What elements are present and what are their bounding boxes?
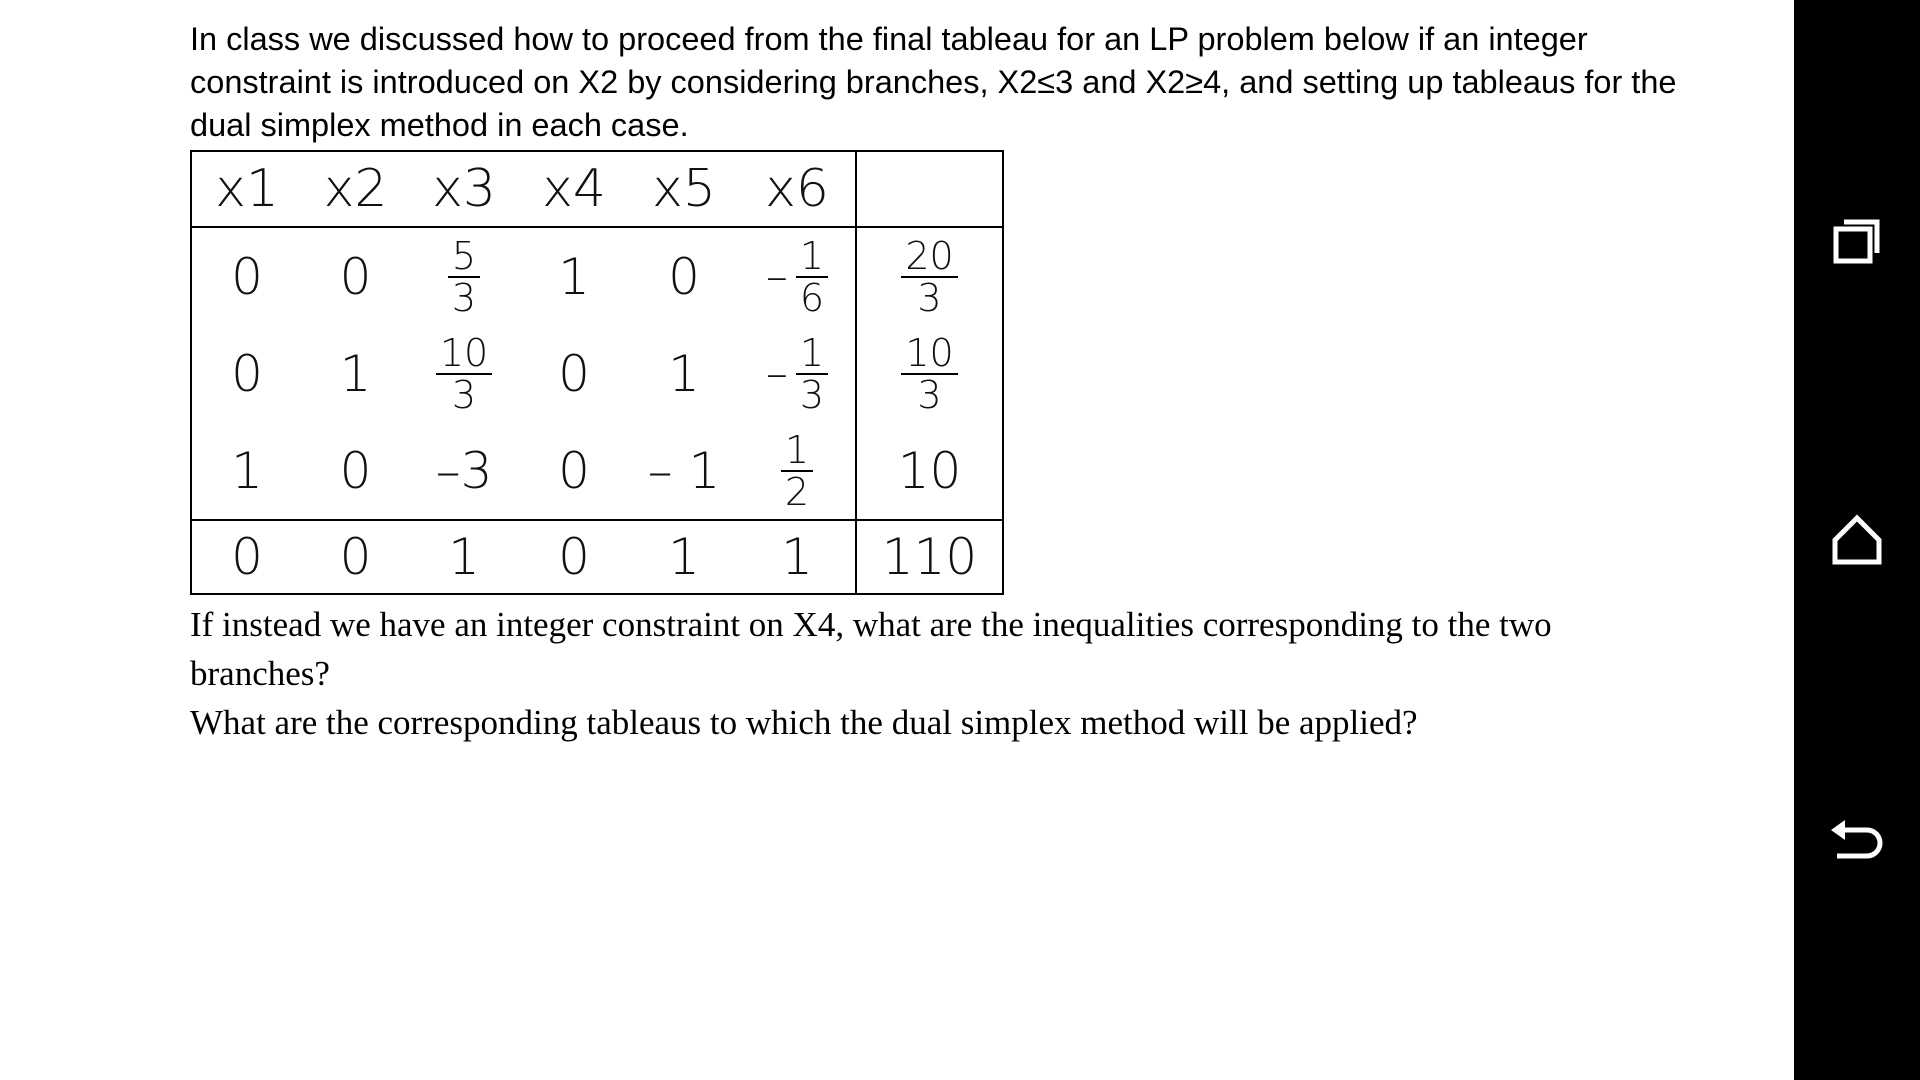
tableau-row [191, 325, 1003, 422]
tableau-header-row [191, 151, 1003, 227]
objective-cell: 1 [739, 520, 856, 594]
simplex-tableau [190, 150, 1004, 595]
minus-sign: – [765, 347, 788, 399]
fraction [436, 330, 492, 417]
coefficient-cell: 0 [558, 344, 590, 403]
fraction-numerator: 5 [448, 236, 480, 278]
fraction [796, 233, 828, 320]
home-icon [1827, 510, 1887, 570]
back-icon [1827, 810, 1887, 870]
fraction [901, 233, 957, 320]
fraction-numerator: 10 [436, 333, 492, 375]
rhs-cell: 10 [856, 422, 1003, 520]
header-cell: x5 [629, 151, 739, 227]
header-cell: x2 [302, 151, 409, 227]
coefficient-cell: 0 [231, 247, 263, 306]
coefficient-cell: – 1 [629, 422, 739, 520]
coefficient-cell: 0 [668, 247, 700, 306]
objective-value-cell: 110 [881, 528, 978, 586]
fraction-numerator: 20 [901, 236, 957, 278]
home-button[interactable] [1827, 510, 1887, 570]
header-cell: x4 [519, 151, 629, 227]
header-cell: x6 [739, 151, 856, 227]
back-button[interactable] [1827, 810, 1887, 870]
coefficient-cell: 0 [339, 247, 372, 306]
fraction [781, 427, 813, 514]
tableau-objective-row [191, 520, 1003, 594]
tableau-row [191, 227, 1003, 325]
header-cell-rhs [856, 151, 1003, 227]
fraction-denominator: 6 [799, 275, 825, 320]
question-paragraph [190, 600, 1710, 747]
intro-line: In class we discussed how to proceed from the final tableau for an LP problem below if an integer [190, 21, 1588, 57]
fraction-numerator: 1 [781, 430, 813, 472]
fraction [796, 330, 828, 417]
question-line: If instead we have an integer constraint on X4, what are the inequalities corresponding to the two [190, 605, 1552, 644]
recent-apps-icon [1827, 210, 1887, 270]
recent-apps-button[interactable] [1827, 210, 1887, 270]
objective-cell: 1 [448, 528, 480, 586]
android-navigation-bar [1794, 0, 1920, 1080]
minus-sign: – [765, 250, 788, 302]
objective-cell: 0 [339, 528, 372, 586]
coefficient-cell [739, 422, 856, 520]
fraction [448, 233, 480, 320]
coefficient-cell: 0 [231, 344, 263, 403]
question-line: branches? [190, 654, 330, 693]
objective-cell: 0 [558, 528, 590, 586]
fraction-numerator: 1 [796, 236, 828, 278]
fraction-numerator: 1 [796, 333, 828, 375]
header-cell: x3 [409, 151, 519, 227]
coefficient-cell [739, 325, 856, 422]
intro-line: dual simplex method in each case. [190, 107, 689, 143]
fraction [901, 330, 957, 417]
objective-cell: 1 [668, 528, 700, 586]
fraction-numerator: 10 [901, 333, 957, 375]
coefficient-cell [409, 325, 519, 422]
rhs-cell [856, 227, 1003, 325]
coefficient-cell [739, 227, 856, 325]
fraction-denominator: 3 [917, 275, 942, 320]
coefficient-cell: 1 [191, 422, 302, 520]
objective-cell: 0 [231, 528, 263, 586]
coefficient-cell: 0 [519, 422, 629, 520]
fraction-denominator: 3 [451, 275, 477, 320]
tableau-row [191, 422, 1003, 520]
coefficient-cell: 0 [302, 422, 409, 520]
coefficient-cell: 1 [668, 344, 700, 403]
rhs-cell [856, 325, 1003, 422]
coefficient-cell: 1 [558, 247, 590, 306]
fraction-denominator: 2 [784, 469, 810, 514]
coefficient-cell: –3 [409, 422, 519, 520]
fraction-denominator: 3 [799, 372, 825, 417]
coefficient-cell: 1 [339, 344, 372, 403]
fraction-denominator: 3 [451, 372, 477, 417]
question-line: What are the corresponding tableaus to which the dual simplex method will be applied? [190, 703, 1418, 742]
intro-paragraph [190, 18, 1710, 147]
header-cell: x1 [191, 151, 302, 227]
coefficient-cell [409, 227, 519, 325]
intro-line: constraint is introduced on X2 by considering branches, X2≤3 and X2≥4, and setting up tableaus for the [190, 64, 1677, 100]
fraction-denominator: 3 [917, 372, 942, 417]
